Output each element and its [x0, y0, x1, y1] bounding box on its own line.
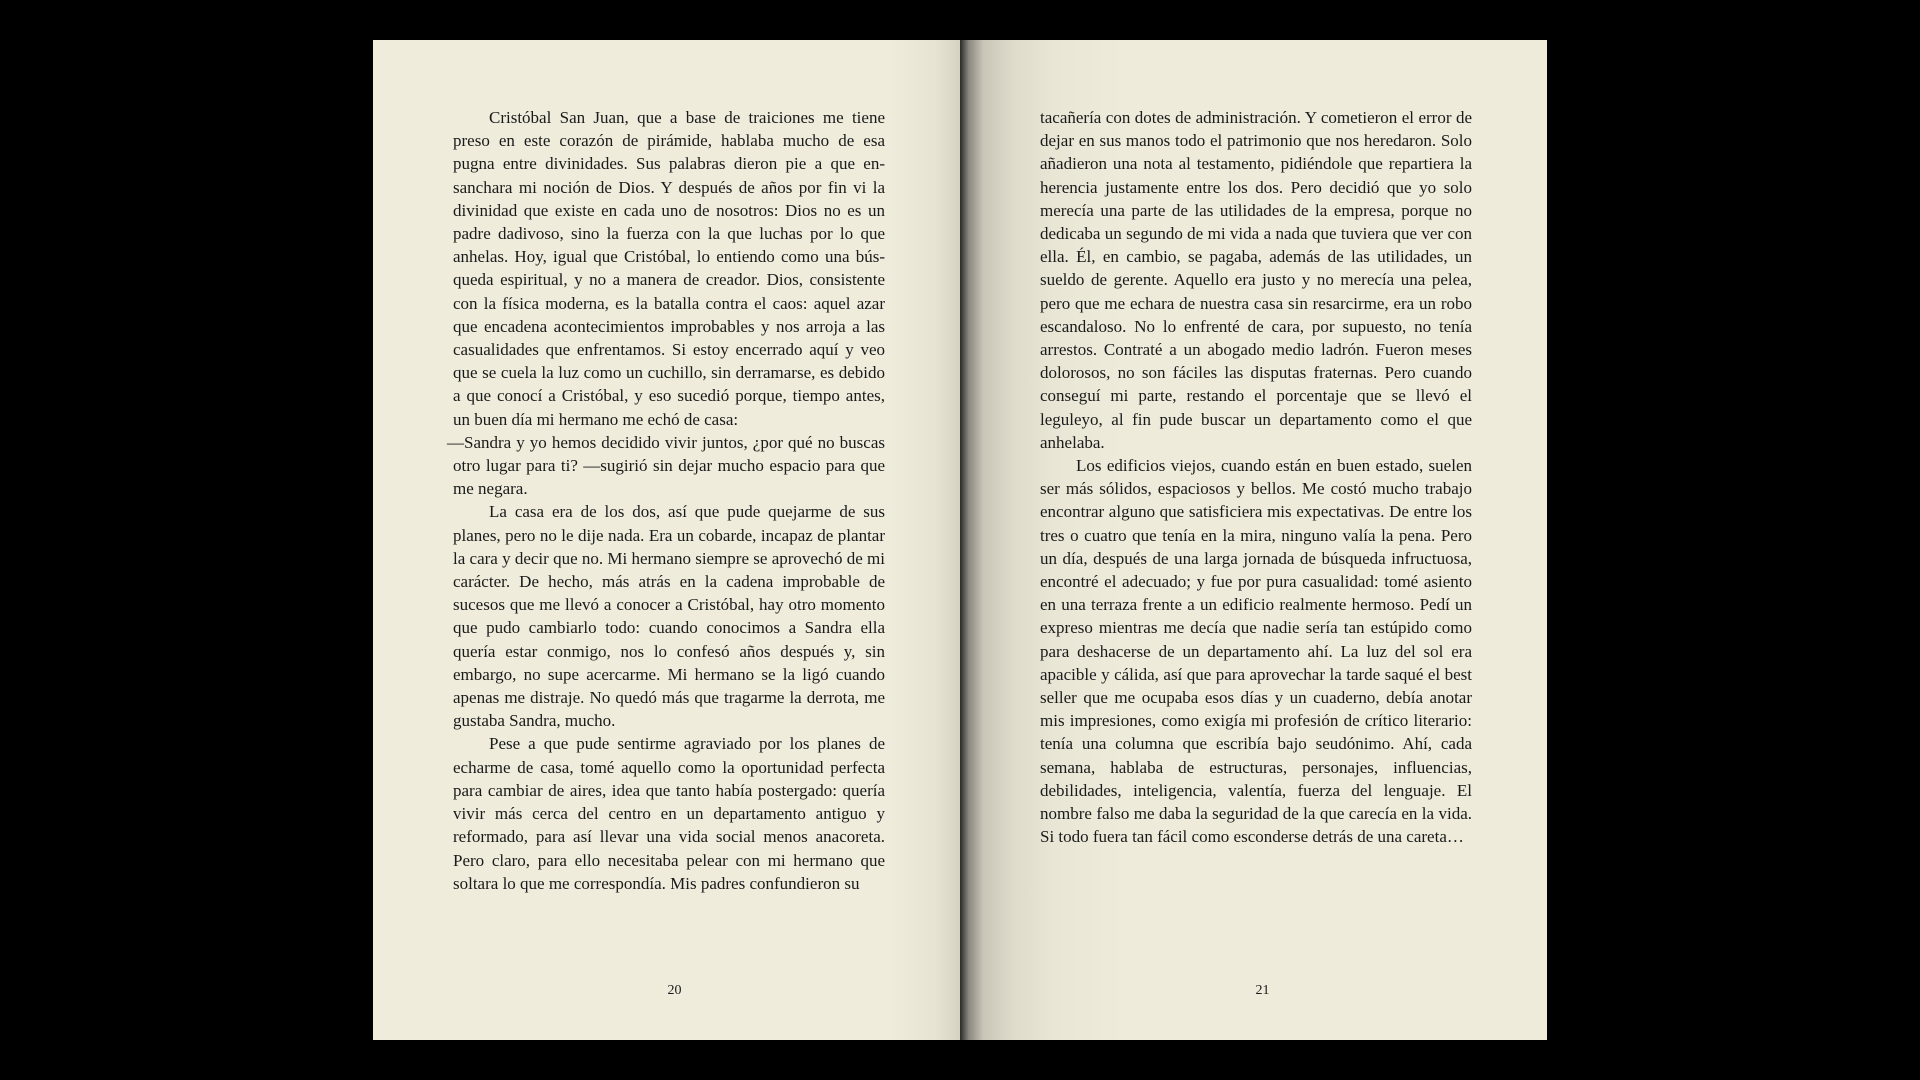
page-number-right: 21	[1255, 983, 1270, 998]
paragraph: La casa era de los dos, así que pude quejarme de sus planes, pero no le dije nada. Era un cobarde, incapaz de plantar la cara y decir que no. Mi hermano siempre se aprovechó de mi carácter. De hecho, más atrás en la cadena improbable de sucesos que me llevó a conocer a Cristóbal, hay otro momento que pudo cambiarlo todo: cuando conocimos a Sandra ella quería estar conmigo, nos lo confesó años después y, sin embargo, no supe acercarme. Mi hermano se la ligó cuando apenas me distraje. No quedó más que tragarme la derrota, me gustaba Sandra, mucho.	[453, 502, 885, 731]
paragraph: Pese a que pude sentirme agraviado por los planes de echarme de casa, tomé aquello como la oportunidad perfecta para cambiar de aires, idea que tanto había postergado: quería vivir más cerca del centro en un departamento antiguo y reformado, para así llevar una vida social menos anacoreta. Pero claro, para ello necesitaba pelear con mi hermano que soltara lo que me correspondía. Mis padres confundieron su	[453, 734, 885, 893]
page-number-left: 20	[667, 983, 682, 998]
paragraph: Los edificios viejos, cuando están en buen estado, suelen ser más sólidos, espaciosos y bellos. Me costó mucho trabajo encontrar alguno que satisficiera mis expectativas. De entre los tres o cuatro que tenía en la mira, ninguno valía la pena. Pero un día, después de una larga jornada de búsqueda infructuosa, encontré el adecuado; y fue por pura casualidad: tomé asiento en una terraza frente a un edificio realmente hermoso. Pedí un expreso mientras me decía que nadie sería tan estúpido como para deshacerse de un departamento ahí. La luz del sol era apacible y cálida, así que para aprovechar la tarde saqué el best seller que me ocupaba esos días y un cuaderno, debía anotar mis impresiones, como exigía mi profesión de crítico literario: tenía una columna que escribía bajo seudónimo. Ahí, cada semana, hablaba de estructuras, personajes, influencias, debilidades, inteligencia, valentía, fuerza del lenguaje. El nombre falso me daba la seguridad de la que carecía en la vida. Si todo fuera tan fácil como esconderse detrás de una careta…	[1040, 456, 1472, 847]
paragraph: tacañería con dotes de administración. Y cometieron el error de dejar en sus manos todo el patrimonio que nos heredaron. Solo añadieron una nota al testamento, pidiéndole que repartiera la herencia justamente entre los dos. Pero decidió que yo solo merecía una parte de las utilidades de la empresa, porque no dedicaba un segundo de mi vida a nada que tuviera que ver con ella. Él, en cambio, se pagaba, además de las utilidades, un sueldo de gerente. Aquello era justo y no merecía una pelea, pero que me echara de nuestra casa sin resarcirme, era un robo escandaloso. No lo enfrenté de cara, por supuesto, no tenía arrestos. Contraté a un abogado medio ladrón. Fueron meses dolorosos, no son fáciles las disputas fraternas. Pero cuando conseguí mi parte, restando el porcentaje que se llevó el leguleyo, al fin pude buscar un departamento como el que anhelaba.	[1040, 108, 1472, 452]
left-page-text	[447, 106, 885, 895]
paragraph: Cristóbal San Juan, que a base de traiciones me tiene preso en este corazón de pirámide, hablaba mucho de esa pugna entre divinidades. Sus palabras dieron pie a que ensanchara mi noción de Dios. Y después de años por fin vi la divinidad que existe en cada uno de nosotros: Dios no es un padre dadivoso, sino la fuerza con la que luchas por lo que anhelas. Hoy, igual que Cristóbal, lo entiendo como una búsqueda espiritual, y no a manera de creador. Dios, consistente con la física moderna, es la batalla contra el caos: aquel azar que encadena acontecimientos improbables y nos arroja a las casualidades que enfrentamos. Si estoy encerrado aquí y veo que se cuela la luz como un cuchillo, sin derramarse, es debido a que conocí a Cristóbal, y eso sucedió porque, tiempo antes, un buen día mi hermano me echó de casa:	[453, 108, 885, 429]
right-page	[960, 40, 1547, 1040]
dialogue-paragraph: —Sandra y yo hemos decidido vivir juntos, ¿por qué no buscas otro lugar para ti? —sugirió sin dejar mucho espacio para que me negara.	[447, 432, 885, 499]
left-page	[373, 40, 960, 1040]
right-page-text	[1040, 106, 1472, 849]
book-spread	[373, 40, 1547, 1040]
